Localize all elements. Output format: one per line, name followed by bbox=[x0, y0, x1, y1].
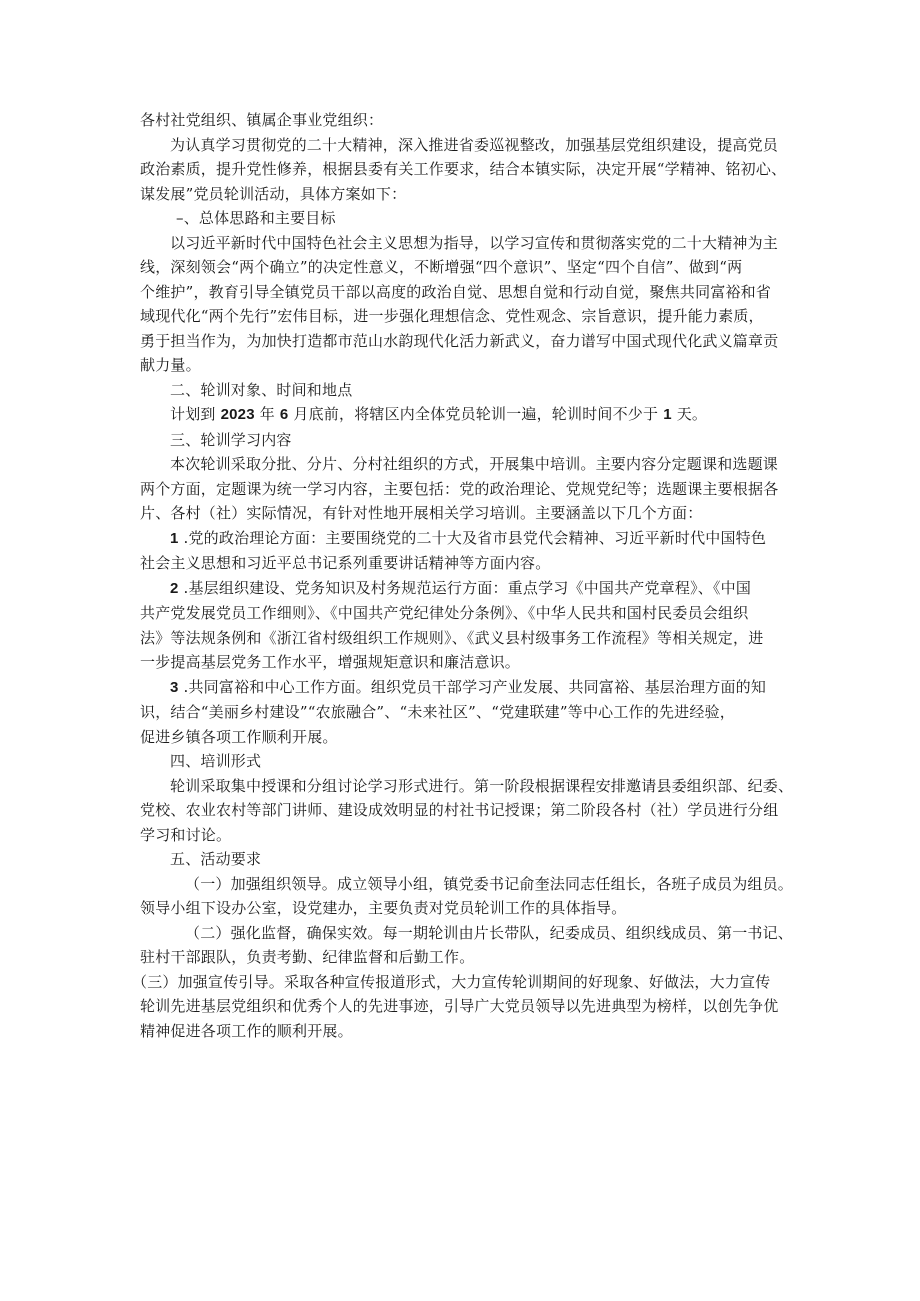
requirement-3-line: 轮训先进基层党组织和优秀个人的先进事迹，引导广大党员领导以先进典型为榜样，以创先争优 bbox=[140, 997, 779, 1015]
section-2-text-d: 天。 bbox=[676, 405, 708, 423]
list-item-line: 法》等法规条例和《浙江省村级组织工作规则》、《武义县村级事务工作流程》等相关规定，进 bbox=[140, 628, 764, 647]
list-item-number: 1 bbox=[170, 529, 179, 547]
section-1-line: 线，深刻领会“两个确立”的决定性意义，不断增强“四个意识”、坚定“四个自信”、做到“两 bbox=[140, 258, 743, 276]
list-item-text: .基层组织建设、党务知识及村务规范运行方面：重点学习《中国共产党章程》、《中国 bbox=[183, 578, 752, 597]
section-2-text-b: 年 bbox=[259, 405, 275, 423]
section-2-text bbox=[140, 402, 800, 428]
document-page bbox=[132, 108, 800, 1043]
list-item-line: 一步提高基层党务工作水平，增强规矩意识和廉洁意识。 bbox=[140, 653, 521, 671]
list-item-text: .党的政治理论方面：主要围绕党的二十大及省市县党代会精神、习近平新时代中国特色 bbox=[183, 528, 767, 547]
list-item-text: .共同富裕和中心工作方面。组织党员干部学习产业发展、共同富裕、基层治理方面的知 bbox=[183, 677, 767, 696]
list-item-line: 促进乡镇各项工作顺利开展。 bbox=[140, 727, 338, 746]
requirement-2-line: 驻村干部跟队，负责考勤、纪律监督和后勤工作。 bbox=[140, 948, 475, 966]
intro-line: 谋发展”党员轮训活动，具体方案如下： bbox=[140, 184, 407, 203]
list-item-line: 社会主义思想和习近平总书记系列重要讲话精神等方面内容。 bbox=[140, 554, 551, 572]
section-3-line: 两个方面，定题课为统一学习内容，主要包括：党的政治理论、党规党纪等；选题课主要根据各 bbox=[140, 479, 779, 498]
list-item-3-first-line bbox=[140, 675, 800, 701]
requirement-2-line: （二）强化监督，确保实效。每一期轮训由片长带队，纪委成员、组织线成员、第一书记、 bbox=[185, 923, 794, 942]
section-4-line: 学习和讨论。 bbox=[140, 825, 232, 844]
section-2-text-a: 计划到 bbox=[170, 405, 216, 423]
section-1-line: 献力量。 bbox=[140, 356, 201, 374]
section-1-line: 以习近平新时代中国特色社会主义思想为指导，以学习宣传和贯彻落实党的二十大精神为主 bbox=[170, 233, 779, 252]
section-1-heading: –、总体思路和主要目标 bbox=[176, 209, 336, 227]
section-4-line: 党校、农业农村等部门讲师、建设成效明显的村社书记授课；第二阶段各村（社）学员进行分组 bbox=[140, 801, 779, 819]
section-1-line: 域现代化“两个先行”宏伟目标，进一步强化理想信念、党性观念、宗旨意识，提升能力素质， bbox=[140, 307, 764, 325]
section-2-days: 1 bbox=[663, 406, 672, 423]
section-4-heading: 四、培训形式 bbox=[170, 752, 262, 770]
section-4-line: 轮训采取集中授课和分组讨论学习形式进行。第一阶段根据课程安排邀请县委组织部、纪委、 bbox=[170, 776, 794, 795]
intro-line: 政治素质，提升党性修养，根据县委有关工作要求，结合本镇实际，决定开展“学精神、铭初心、 bbox=[140, 160, 787, 178]
section-2-heading: 二、轮训对象、时间和地点 bbox=[170, 380, 353, 399]
section-2-month: 6 bbox=[279, 406, 289, 423]
list-item-number: 2 bbox=[170, 579, 179, 597]
section-2-year: 2023 bbox=[220, 406, 255, 423]
requirement-1-line: 领导小组下设办公室，设党建办，主要负责对党员轮训工作的具体指导。 bbox=[140, 899, 627, 917]
list-item-line: 共产党发展党员工作细则》、《中国共产党纪律处分条例》、《中华人民共和国村民委员会组织 bbox=[140, 604, 749, 622]
requirement-3-line: 精神促进各项工作的顺利开展。 bbox=[140, 1021, 353, 1040]
list-item-2-first-line bbox=[140, 576, 800, 602]
section-3-line: 本次轮训采取分批、分片、分村社组织的方式，开展集中培训。主要内容分定题课和选题课 bbox=[170, 455, 779, 473]
section-3-line: 片、各村（社）实际情况，有针对性地开展相关学习培训。主要涵盖以下几个方面： bbox=[140, 504, 703, 522]
salutation: 各村社党组织、镇属企事业党组织： bbox=[140, 111, 384, 129]
requirement-1-line: （一）加强组织领导。成立领导小组，镇党委书记俞奎法同志任组长，各班子成员为组员。 bbox=[185, 874, 794, 893]
section-1-line: 勇于担当作为，为加快打造都市范山水韵现代化活力新武义，奋力谱写中国式现代化武义篇章贡 bbox=[140, 331, 779, 350]
section-5-heading: 五、活动要求 bbox=[170, 850, 262, 868]
section-3-heading: 三、轮训学习内容 bbox=[170, 430, 292, 449]
section-2-text-c: 月底前，将辖区内全体党员轮训一遍，轮训时间不少于 bbox=[293, 405, 659, 423]
intro-line: 为认真学习贯彻党的二十大精神，深入推进省委巡视整改，加强基层党组织建设，提高党员 bbox=[170, 135, 779, 154]
section-1-line: 个维护”，教育引导全镇党员干部以高度的政治自觉、思想自觉和行动自觉，聚焦共同富裕和省 bbox=[140, 282, 772, 301]
list-item-number: 3 bbox=[170, 678, 179, 696]
list-item-1-first-line bbox=[140, 526, 800, 552]
requirement-3-line: （三）加强宣传引导。采取各种宣传报道形式，大力宣传轮训期间的好现象、好做法，大力宣传 bbox=[132, 972, 771, 991]
list-item-line: 识，结合“美丽乡村建设”“农旅融合”、“未来社区”、“党建联建”等中心工作的先进经验， bbox=[140, 703, 735, 721]
